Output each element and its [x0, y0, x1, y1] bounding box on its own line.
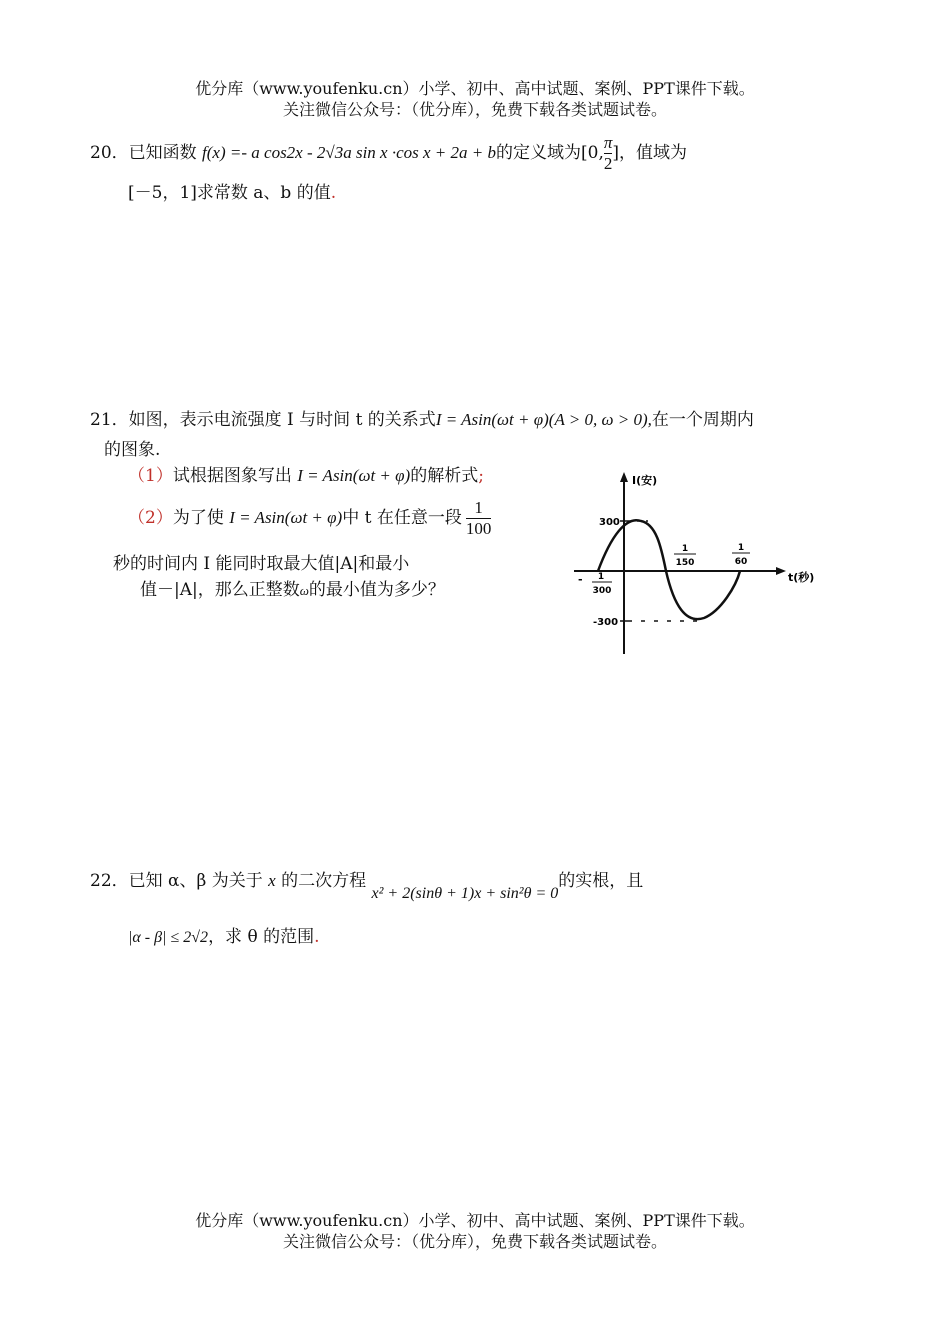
question-21-tail: 在一个周期内 [651, 410, 754, 430]
question-20-domain-close: ] [612, 143, 620, 163]
question-22-period: . [314, 927, 320, 947]
question-22-number: 22． [90, 871, 129, 891]
sine-curve [598, 520, 740, 619]
part-2-label: （2） [128, 508, 173, 528]
part-2-line-3-tail: 的最小值为多少？ [308, 580, 445, 600]
question-22-tail: 的实根，且 [558, 871, 644, 891]
question-20-formula: f(x) =- a cos2x - 2√3a sin x ·cos x + 2a + b [202, 143, 497, 162]
question-21-line-1 [90, 408, 754, 432]
tick-2-numerator: 1 [737, 543, 745, 553]
part-2-tail: 中 t 在任意一段 [342, 508, 462, 528]
part-2-fraction [466, 498, 492, 539]
header-line-2: 关注微信公众号：（优分库），免费下载各类试题试卷。 [282, 100, 667, 119]
question-21-part-2-line-3 [140, 578, 445, 603]
question-21-line-2: 的图象. [104, 440, 161, 460]
omega-symbol: ω [299, 583, 309, 598]
question-21-formula: I = Asin(ωt + φ)(A > 0, ω > 0), [435, 410, 652, 429]
question-20-line-2 [128, 181, 336, 205]
part-1-formula: I = Asin(ωt + φ) [297, 466, 411, 485]
fraction-denominator: 100 [465, 519, 492, 538]
part-2-line-3-text: 值－|A|，那么正整数 [140, 580, 300, 600]
x-axis-arrow [776, 567, 786, 575]
footer-line-1: 优分库（www.youfenku.cn）小学、初中、高中试题、案例、PPT课件下载。 [195, 1211, 755, 1230]
question-22-condition: |α - β| ≤ 2√2 [128, 929, 209, 946]
part-1-tail: 的解析式 [410, 466, 479, 486]
tick-neg-denominator: 300 [592, 586, 612, 596]
pi-denominator: 2 [603, 154, 613, 173]
question-22-lead: 已知 α、β 为关于 [128, 871, 263, 891]
question-20-range-text: ，值域为 [619, 143, 688, 163]
tick-neg-numerator: 1 [597, 572, 605, 582]
tick-1-numerator: 1 [681, 544, 689, 554]
question-21-part-2 [128, 498, 491, 539]
part-1-label: （1） [128, 466, 173, 486]
question-22-line-2-text: ，求 θ 的范围 [208, 927, 315, 947]
question-22-line-2 [128, 925, 320, 950]
question-20-number: 20． [90, 143, 129, 163]
question-21-part-1 [128, 464, 484, 488]
question-20-line-2-text: [－5，1]求常数 a、b 的值 [128, 183, 331, 203]
x-axis-label: t(秒) [788, 571, 815, 584]
part-1-semicolon: ; [478, 466, 484, 486]
tick-neg-sign: - [578, 573, 583, 586]
part-1-text: 试根据图象写出 [172, 466, 292, 486]
question-20-domain-open: [0, [581, 143, 604, 163]
question-21-lead: 如图，表示电流强度 I 与时间 t 的关系式 [128, 410, 436, 430]
question-22-equation: x² + 2(sinθ + 1)x + sin²θ = 0 [371, 885, 559, 902]
y-label-neg-300: -300 [593, 617, 619, 628]
y-label-300: 300 [599, 517, 620, 528]
question-20-period: . [330, 183, 337, 203]
question-20-lead: 已知函数 [128, 143, 197, 163]
tick-1-denominator: 150 [675, 558, 695, 568]
question-21-part-2-line-2: 秒的时间内 I 能同时取最大值|A|和最小 [113, 554, 410, 574]
footer-line-2: 关注微信公众号：（优分库），免费下载各类试题试卷。 [282, 1232, 667, 1251]
question-20-domain-text: 的定义域为 [496, 143, 582, 163]
header-line-1: 优分库（www.youfenku.cn）小学、初中、高中试题、案例、PPT课件下载。 [195, 79, 755, 98]
fraction-numerator: 1 [474, 498, 483, 517]
y-axis-label: I(安) [632, 474, 658, 487]
question-22-mid: 的二次方程 [281, 871, 367, 891]
question-22-x: x [268, 871, 276, 890]
part-2-formula: I = Asin(ωt + φ) [229, 508, 343, 527]
pi-numerator: π [603, 133, 613, 152]
y-axis-arrow [620, 472, 628, 482]
question-20-line-1 [90, 133, 687, 174]
question-22-line-1 [90, 869, 644, 902]
tick-2-denominator: 60 [734, 557, 748, 567]
part-2-text: 为了使 [172, 508, 224, 528]
question-21-number: 21． [90, 410, 129, 430]
current-graph [566, 466, 836, 661]
